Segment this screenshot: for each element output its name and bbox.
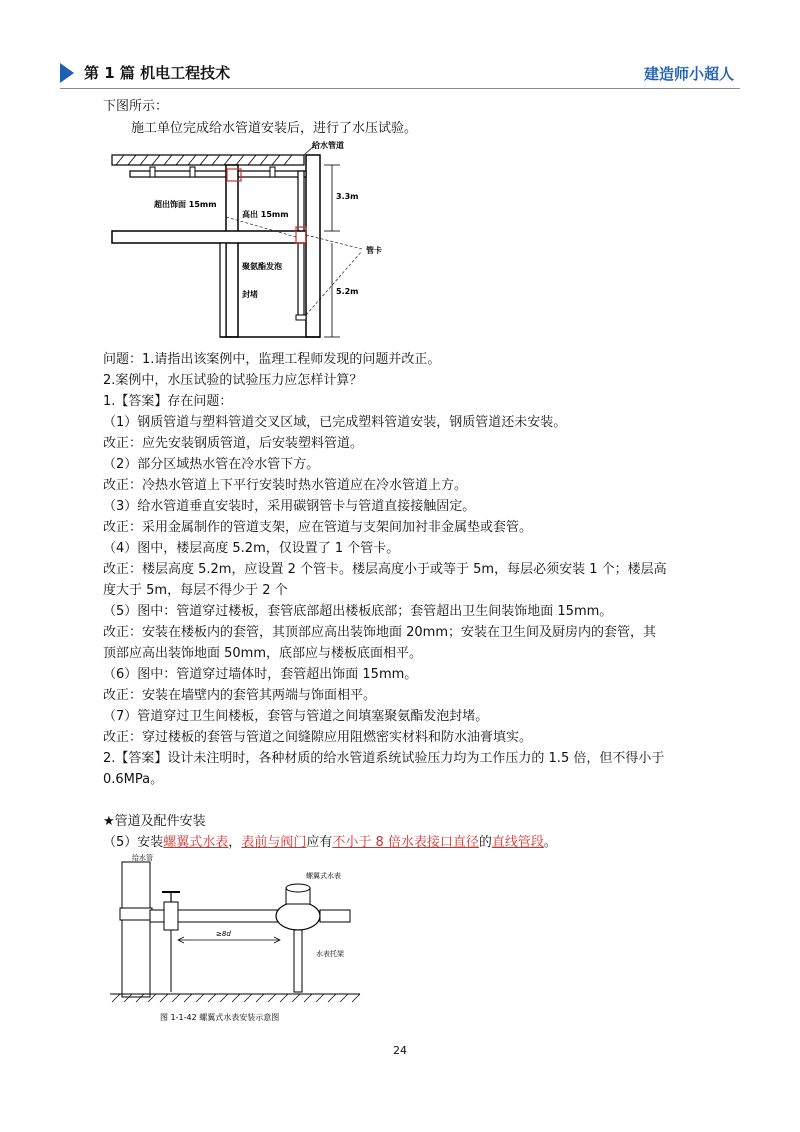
item5-highlight: 表前与阀门 (241, 835, 307, 850)
text-line: （1）钢质管道与塑料管道交叉区域，已完成塑料管道安装，钢质管道还未安装。 (103, 415, 567, 430)
header-divider (60, 88, 740, 89)
label-length: ≥8d (216, 930, 231, 938)
valve-body (164, 902, 178, 930)
text-line: 2.【答案】设计未注明时，各种材质的给水管道系统试验压力均为工作压力的 1.5 倍，但不得小于 (103, 751, 665, 766)
label-bracket: 水表托架 (316, 950, 344, 958)
item5-prefix: （5）安装 (103, 835, 164, 850)
section-heading: ★管道及配件安装 (103, 814, 206, 829)
item5-mid: 应有 (306, 835, 333, 850)
header-triangle-icon (60, 63, 74, 83)
text-line: 改正：安装在墙壁内的套管其两端与饰面相平。 (103, 688, 377, 703)
text-line: 问题：1.请指出该案例中，监理工程师发现的问题并改正。 (103, 352, 441, 367)
pipe-installation-diagram (110, 139, 410, 344)
label-pipe: 给水管 (132, 854, 153, 862)
vertical-supply-pipe (122, 862, 150, 997)
text-line: 改正：穿过楼板的套管与管道之间缝隙应用阻燃密实材料和防水油膏填实。 (103, 730, 533, 745)
text-line: （4）图中，楼层高度 5.2m，仅设置了 1 个管卡。 (103, 541, 400, 556)
meter-bracket (294, 930, 302, 992)
vertical-riser (298, 171, 304, 319)
text-line: 施工单位完成给水管道安装后，进行了水压试验。 (131, 121, 418, 136)
text-line: 改正：安装在楼板内的套管，其顶部应高出装饰地面 20mm；安装在卫生间及厨房内的套管，其 (103, 625, 657, 640)
pipe-clamp (296, 315, 306, 320)
text-line: 改正：冷热水管道上下平行安装时热水管道应在冷水管道上方。 (103, 478, 468, 493)
label-seal: 封堵 (242, 290, 258, 299)
horizontal-pipe (130, 171, 306, 177)
text-line: 顶部应高出装饰地面 50mm，底部应与楼板底面相平。 (103, 646, 423, 661)
page-number: 24 (393, 1044, 407, 1057)
pipe-hanger (150, 167, 155, 177)
item5-mid2: 的 (478, 835, 492, 850)
text-line: （7）管道穿过卫生间楼板，套管与管道之间填塞聚氨酯发泡封堵。 (103, 709, 489, 724)
text-line: 改正：采用金属制作的管道支架，应在管道与支架间加衬非金属垫或套管。 (103, 520, 533, 535)
text-line: 2.案例中，水压试验的试验压力应怎样计算？ (103, 373, 363, 388)
text-line: （6）图中：管道穿过墙体时，套管超出饰面 15mm。 (103, 667, 418, 682)
middle-slab (112, 231, 306, 243)
label-wall-over: 超出饰面 15mm (154, 200, 217, 209)
text-line: 0.6MPa。 (103, 772, 164, 787)
middle-column (226, 165, 238, 337)
text-line: 1.【答案】存在问题： (103, 394, 233, 409)
text-line: 度大于 5m，每层不得少于 2 个 (103, 583, 288, 598)
item5-end: 。 (543, 835, 557, 850)
item5-sep: ， (228, 835, 242, 850)
pipe-hanger (270, 167, 275, 177)
outlet-pipe (320, 910, 350, 922)
chapter-title: 第 1 篇 机电工程技术 (84, 64, 231, 82)
right-wall (306, 155, 320, 337)
text-line: 下图所示： (103, 99, 169, 114)
label-height-2: 5.2m (336, 287, 359, 296)
brand-name: 建造师小超人 (643, 65, 734, 83)
pipe-hanger (190, 167, 195, 177)
label-foam: 聚氨酯发泡 (242, 262, 282, 271)
label-clamp: 管卡 (366, 246, 382, 255)
label-meter: 螺翼式水表 (306, 872, 341, 880)
lower-wall (220, 243, 226, 337)
text-line: 改正：楼层高度 5.2m，应设置 2 个管卡。楼层高度小于或等于 5m，每层必须安装 1 个；楼层高 (103, 562, 667, 577)
figure-caption: 图 1-1-42 螺翼式水表安装示意图 (160, 1013, 280, 1022)
label-height-1: 3.3m (336, 192, 359, 201)
text-line: （2）部分区域热水管在冷水管下方。 (103, 457, 320, 472)
item5-highlight: 不小于 8 倍水表接口直径 (332, 835, 479, 850)
water-meter-body (276, 902, 320, 930)
text-line: （5）图中：管道穿过楼板，套管底部超出楼板底部；套管超出卫生间装饰地面 15mm。 (103, 604, 613, 619)
label-supply: 给水管道 (312, 141, 344, 150)
pipe-joint (120, 908, 152, 920)
item5-highlight: 螺翼式水表 (163, 835, 229, 850)
text-line: 改正：应先安装钢质管道，后安装塑料管道。 (103, 436, 364, 451)
item5-highlight: 直线管段 (491, 835, 544, 850)
label-floor-over: 高出 15mm (242, 210, 289, 219)
water-meter-diagram (110, 852, 370, 1027)
text-line: （3）给水管道垂直安装时，采用碳钢管卡与管道直接接触固定。 (103, 499, 476, 514)
text-line-item5 (103, 833, 557, 853)
